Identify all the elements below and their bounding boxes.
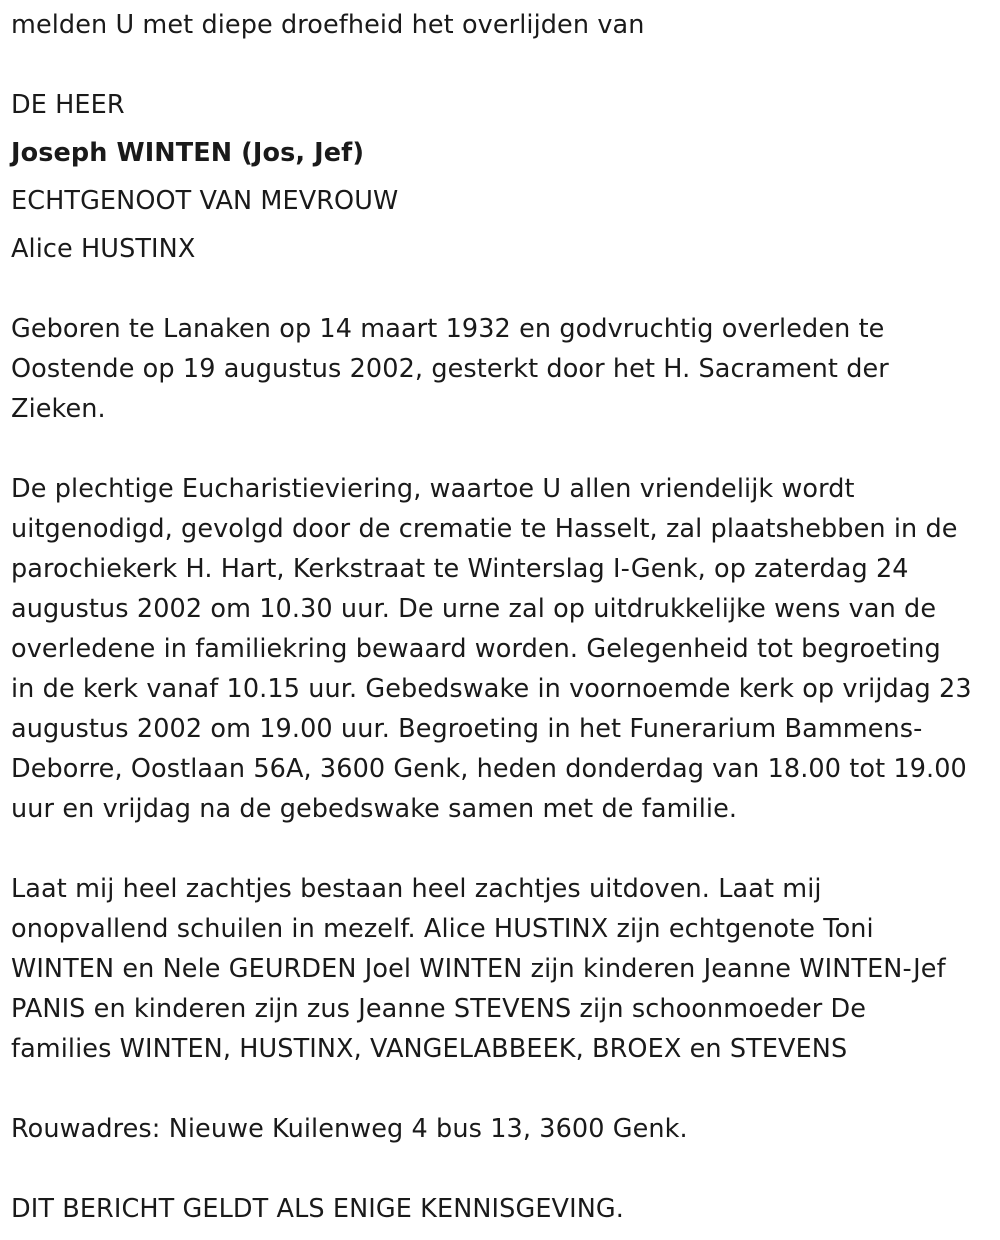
mourning-address: Rouwadres: Nieuwe Kuilenweg 4 bus 13, 3600 Genk. <box>11 1114 688 1144</box>
notice-text: DIT BERICHT GELDT ALS ENIGE KENNISGEVING. <box>11 1194 624 1224</box>
paragraph-line: overledene in familiekring bewaard worden. Gelegenheid tot begroeting <box>11 634 941 664</box>
paragraph-line: uitgenodigd, gevolgd door de crematie te Hasselt, zal plaatshebben in de <box>11 514 958 544</box>
ceremony-paragraph <box>11 469 993 829</box>
paragraph-line: PANIS en kinderen zijn zus Jeanne STEVENS zijn schoonmoeder De <box>11 994 867 1024</box>
paragraph-line: Geboren te Lanaken op 14 maart 1932 en godvruchtig overleden te <box>11 314 885 344</box>
birth-death-paragraph <box>11 309 993 429</box>
family-paragraph <box>11 869 993 1069</box>
paragraph-line: WINTEN en Nele GEURDEN Joel WINTEN zijn kinderen Jeanne WINTEN-Jef <box>11 954 946 984</box>
paragraph-line: families WINTEN, HUSTINX, VANGELABBEEK, BROEX en STEVENS <box>11 1034 848 1064</box>
paragraph-line: augustus 2002 om 10.30 uur. De urne zal op uitdrukkelijke wens van de <box>11 594 937 624</box>
paragraph-line: Oostende op 19 augustus 2002, gesterkt door het H. Sacrament der <box>11 354 889 384</box>
paragraph-line: augustus 2002 om 19.00 uur. Begroeting in het Funerarium Bammens- <box>11 714 923 744</box>
paragraph-line: parochiekerk H. Hart, Kerkstraat te Winterslag I-Genk, op zaterdag 24 <box>11 554 909 584</box>
paragraph-line: onopvallend schuilen in mezelf. Alice HUSTINX zijn echtgenote Toni <box>11 914 874 944</box>
paragraph-line: in de kerk vanaf 10.15 uur. Gebedswake in voornoemde kerk op vrijdag 23 <box>11 674 972 704</box>
spouse-label: ECHTGENOOT VAN MEVROUW <box>11 186 399 216</box>
paragraph-line: Deborre, Oostlaan 56A, 3600 Genk, heden donderdag van 18.00 tot 19.00 <box>11 754 967 784</box>
title-text: DE HEER <box>11 90 125 120</box>
spouse-name: Alice HUSTINX <box>11 234 196 264</box>
paragraph-line: Laat mij heel zachtjes bestaan heel zachtjes uitdoven. Laat mij <box>11 874 822 904</box>
intro-text: melden U met diepe droefheid het overlijden van <box>11 10 645 40</box>
paragraph-line: Zieken. <box>11 394 106 424</box>
paragraph-line: uur en vrijdag na de gebedswake samen met de familie. <box>11 794 738 824</box>
paragraph-line: De plechtige Eucharistieviering, waartoe U allen vriendelijk wordt <box>11 474 855 504</box>
deceased-name: Joseph WINTEN (Jos, Jef) <box>11 138 365 168</box>
